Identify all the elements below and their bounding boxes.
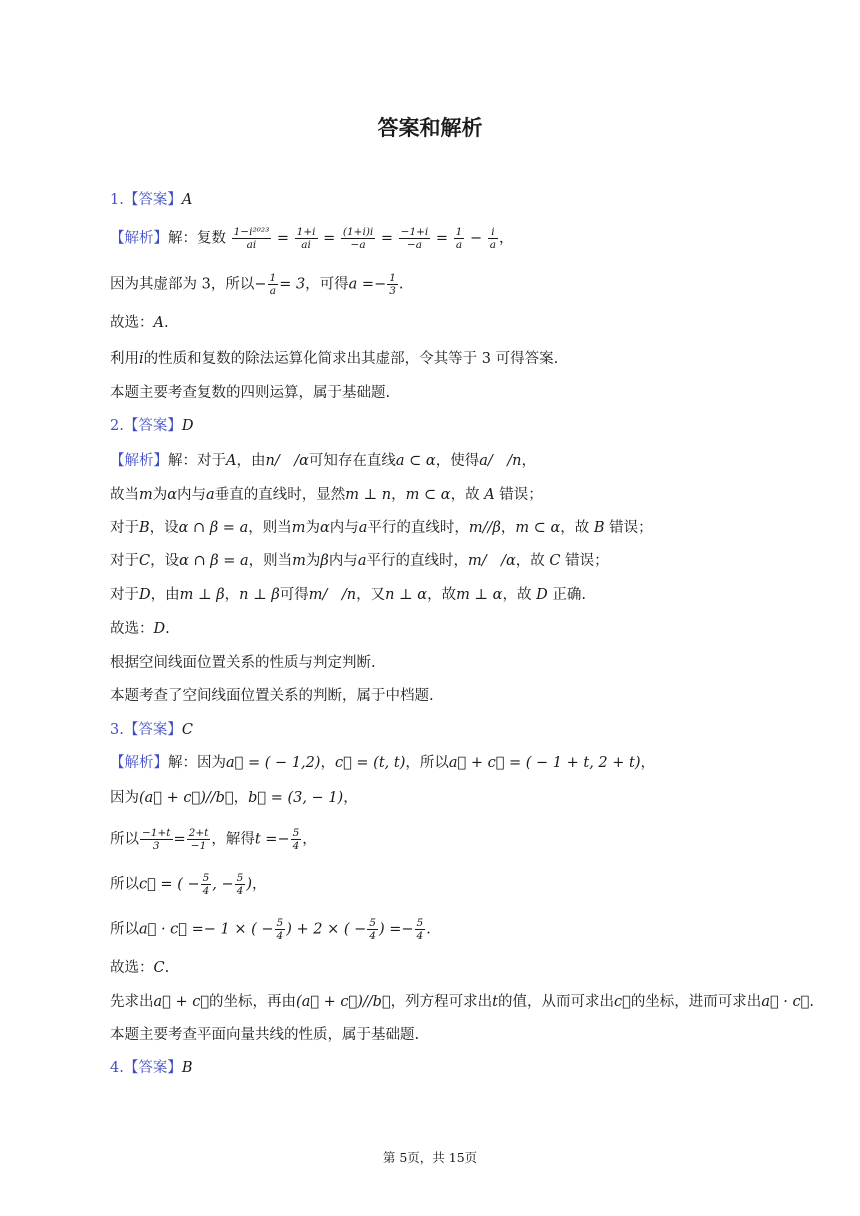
analysis-line: 对于D，由m ⊥ β，n ⊥ β可得m/ /n，又n ⊥ α，故m ⊥ α，故 D 正确.: [110, 587, 586, 603]
answer-heading-1: 1.【答案】A: [110, 192, 193, 208]
fraction: $\frac{2+t}{-1}$: [188, 827, 209, 852]
analysis-line: 本题考查了空间线面位置关系的判断，属于中档题.: [110, 688, 434, 704]
fraction: $\frac{1}{a}$: [455, 226, 463, 251]
analysis-line: 因为(a⃗ + c⃗)//b⃗，b⃗ = (3, − 1)，: [110, 790, 358, 806]
analysis-line: 故选：C.: [110, 960, 170, 976]
analysis-line: 所以 $\frac{-1+t}{3}$ = $\frac{2+t}{-1}$ ，解得t =− $\frac{5}{4}$ ，: [110, 827, 317, 852]
fraction: $\frac{5}{4}$: [202, 872, 210, 897]
analysis-line: 根据空间线面位置关系的性质与判定判断.: [110, 655, 376, 671]
analysis-line: 故选：A.: [110, 315, 169, 331]
fraction: $\frac{5}{4}$: [236, 872, 244, 897]
answer-heading-2: 2.【答案】D: [110, 418, 194, 434]
page-footer: 第 5页，共 15页: [382, 1150, 478, 1165]
analysis-line: 对于C，设α ∩ β = a，则当m为β内与a平行的直线时，m/ /α，故 C 错误；: [110, 553, 609, 569]
fraction: $\frac{1}{3}$: [389, 272, 396, 297]
fraction: $\frac{i}{a}$: [489, 226, 496, 251]
analysis-line: 【解析】解：复数 $\frac{\text{1−i²⁰²³}}{ai}$ = $\frac{1+i}{ai}$ = $\frac{(1+i)i}{-a}$ = $\frac{-1+i}{-a}$ = $\frac{1}{a}$ − $\frac{i}{a}$ ，: [110, 226, 514, 251]
analysis-line: 【解析】解：对于A，由n/ /α可知存在直线a ⊂ α，使得a/ /n，: [110, 453, 536, 469]
analysis-line: 所以c⃗ = ( − $\frac{5}{4}$ , − $\frac{5}{4}$ )，: [110, 872, 267, 897]
analysis-line: 本题主要考查复数的四则运算，属于基础题.: [110, 385, 391, 401]
page-title: 答案和解析: [377, 116, 483, 140]
fraction: $\frac{1}{a}$: [269, 272, 277, 297]
analysis-line: 故当m为α内与a垂直的直线时，显然m ⊥ n，m ⊂ α，故 A 错误；: [110, 487, 543, 503]
analysis-line: 利用i的性质和复数的除法运算化简求出其虚部，令其等于 3 可得答案.: [110, 351, 559, 367]
analysis-line: 对于B，设α ∩ β = a，则当m为α内与a平行的直线时，m//β，m ⊂ α，故 B 错误；: [110, 520, 653, 536]
fraction: $\frac{5}{4}$: [292, 827, 300, 852]
fraction: $\frac{1+i}{ai}$: [296, 226, 316, 251]
fraction: $\frac{5}{4}$: [276, 917, 284, 942]
fraction: $\frac{5}{4}$: [369, 917, 376, 942]
analysis-line: 因为其虚部为 3，所以− $\frac{1}{a}$ = 3，可得a =− $\frac{1}{3}$ .: [110, 272, 404, 297]
fraction: $\frac{-1+t}{3}$: [142, 827, 171, 852]
analysis-line: 本题主要考查平面向量共线的性质，属于基础题.: [110, 1027, 420, 1043]
analysis-line: 所以a⃗ · c⃗ =− 1 × ( − $\frac{5}{4}$ ) + 2 × ( − $\frac{5}{4}$ ) =− $\frac{5}{4}$ .: [110, 917, 431, 942]
fraction: $\frac{\text{1−i²⁰²³}}{ai}$: [233, 226, 270, 251]
fraction: $\frac{5}{4}$: [416, 917, 424, 942]
analysis-line: 【解析】解：因为a⃗ = ( − 1,2)，c⃗ = (t, t)，所以a⃗ + c⃗ = ( − 1 + t, 2 + t)，: [110, 755, 656, 771]
fraction: $\frac{(1+i)i}{-a}$: [342, 226, 374, 251]
answer-heading-3: 3.【答案】C: [110, 722, 193, 738]
answer-heading-4: 4.【答案】B: [110, 1060, 193, 1076]
fraction: $\frac{-1+i}{-a}$: [400, 226, 429, 251]
analysis-line: 先求出a⃗ + c⃗的坐标，再由(a⃗ + c⃗)//b⃗，列方程可求出t的值，从而可求出c⃗的坐标，进而可求出a⃗ · c⃗.: [110, 994, 814, 1010]
analysis-line: 故选：D.: [110, 621, 170, 637]
